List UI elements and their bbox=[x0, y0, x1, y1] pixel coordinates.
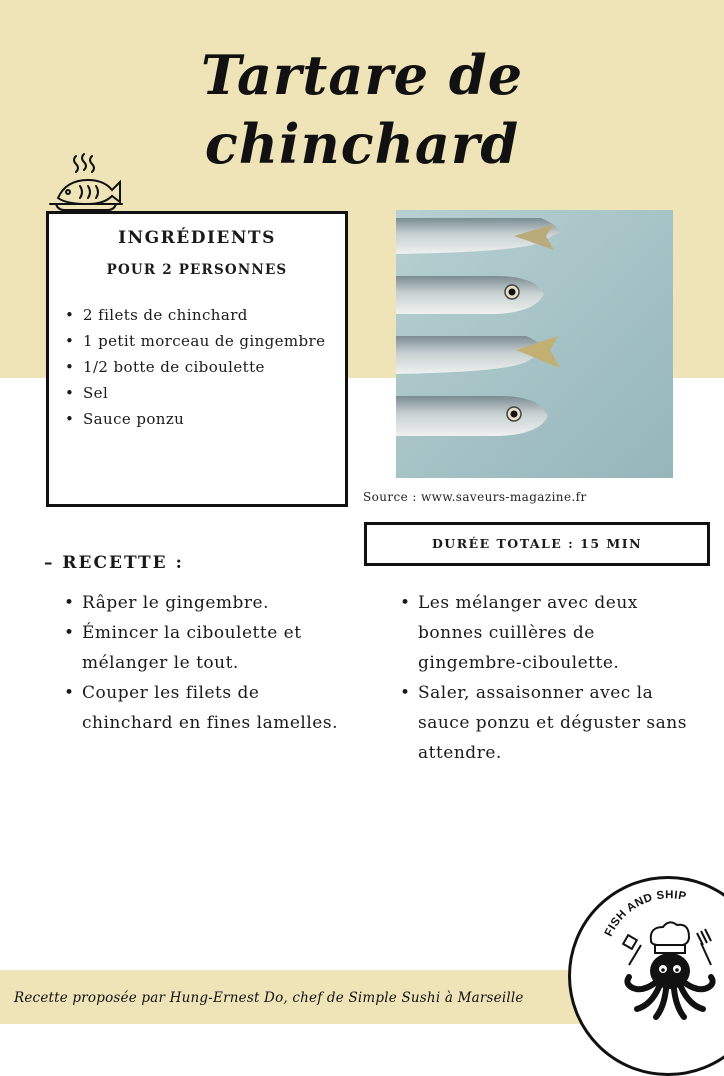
recipe-heading: – RECETTE : bbox=[44, 553, 184, 573]
list-item: • 1 petit morceau de gingembre bbox=[61, 328, 341, 354]
logo-text: FISH AND SHIP bbox=[602, 889, 688, 939]
ingredients-list bbox=[61, 302, 341, 432]
list-item: • Sauce ponzu bbox=[61, 406, 341, 432]
recipe-title-line2: chinchard bbox=[204, 112, 520, 176]
recipe-steps-left bbox=[62, 588, 352, 738]
fish-dish-icon bbox=[46, 152, 126, 214]
ingredients-heading: INGRÉDIENTS bbox=[118, 228, 276, 248]
list-item: • Les mélanger avec deux bonnes cuillères de gingembre-ciboulette. bbox=[398, 588, 698, 678]
recipe-steps-right bbox=[398, 588, 698, 768]
recipe-title-line1: Tartare de bbox=[200, 43, 524, 107]
list-item: • 1/2 botte de ciboulette bbox=[61, 354, 341, 380]
photo-source: Source : www.saveurs-magazine.fr bbox=[363, 490, 587, 504]
octopus-chef-icon bbox=[623, 922, 712, 1017]
list-item: • Saler, assaisonner avec la sauce ponzu et déguster sans attendre. bbox=[398, 678, 698, 768]
ingredients-box bbox=[46, 211, 348, 507]
total-duration: DURÉE TOTALE : 15 MIN bbox=[364, 522, 710, 566]
list-item: • Couper les filets de chinchard en fines lamelles. bbox=[62, 678, 352, 738]
servings-label: POUR 2 PERSONNES bbox=[106, 262, 288, 278]
list-item: • Sel bbox=[61, 380, 341, 406]
list-item: • 2 filets de chinchard bbox=[61, 302, 341, 328]
list-item: • Râper le gingembre. bbox=[62, 588, 352, 618]
fish-and-ship-logo bbox=[568, 876, 724, 1076]
fish-photo bbox=[396, 210, 673, 478]
list-item: • Émincer la ciboulette et mélanger le tout. bbox=[62, 618, 352, 678]
footer-credit: Recette proposée par Hung-Ernest Do, chef de Simple Sushi à Marseille bbox=[14, 990, 524, 1006]
